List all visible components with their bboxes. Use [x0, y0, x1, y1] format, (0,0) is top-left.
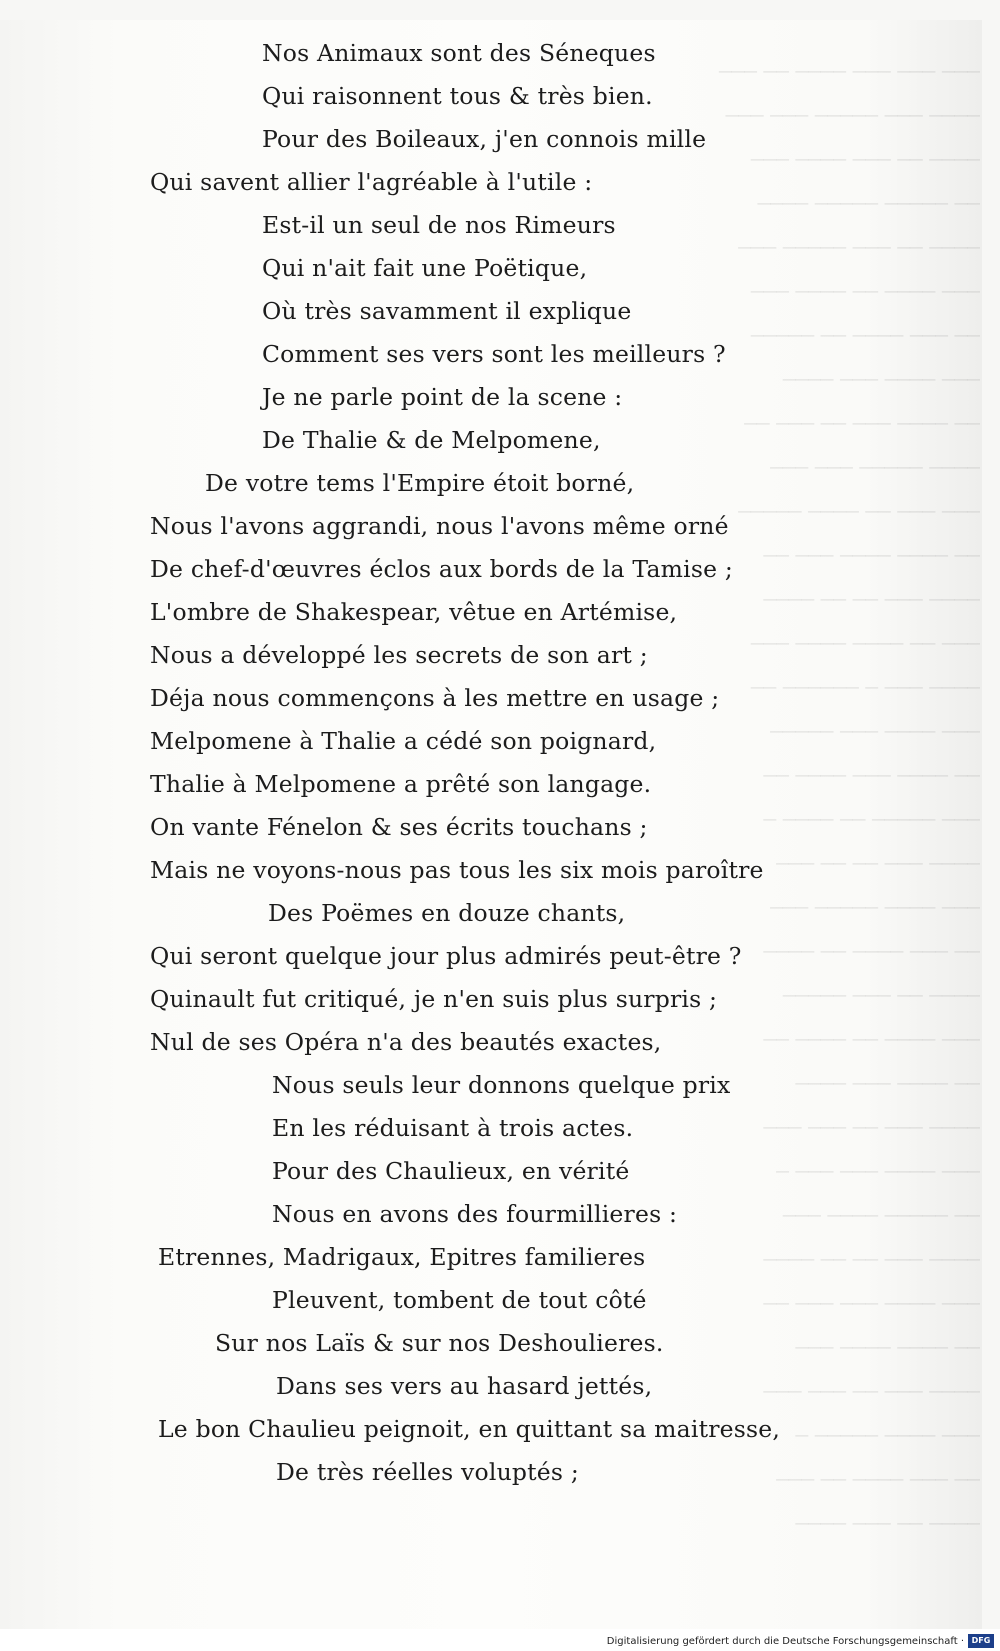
funding-credit: Digitalisierung gefördert durch die Deutsche Forschungsgemeinschaft · [606, 1636, 964, 1647]
poem-line: Melpomene à Thalie a cédé son poignard, [150, 727, 657, 755]
poem-line: De chef-d'œuvres éclos aux bords de la Tamise ; [150, 555, 734, 583]
poem-line: De très réelles voluptés ; [276, 1458, 579, 1486]
poem-line: De Thalie & de Melpomene, [262, 426, 601, 454]
poem-line: Nos Animaux sont des Séneques [262, 39, 656, 67]
poem-line: Déja nous commençons à les mettre en usage ; [150, 684, 720, 712]
poem-line: Le bon Chaulieu peignoit, en quittant sa maitresse, [158, 1415, 781, 1443]
poem-line: Dans ses vers au hasard jettés, [276, 1372, 653, 1400]
poem-line: Nous l'avons aggrandi, nous l'avons même orné [150, 512, 729, 540]
poem-line: Etrennes, Madrigaux, Epitres familieres [158, 1243, 646, 1271]
poem-line: Thalie à Melpomene a prêté son langage. [150, 770, 652, 798]
poem-line: Quinault fut critiqué, je n'en suis plus surpris ; [150, 985, 718, 1013]
poem-line: Sur nos Laïs & sur nos Deshoulieres. [215, 1329, 664, 1357]
poem-line: Mais ne voyons-nous pas tous les six mois paroître [150, 856, 764, 884]
poem-line: On vante Fénelon & ses écrits touchans ; [150, 813, 648, 841]
poem-line: Nul de ses Opéra n'a des beautés exactes, [150, 1028, 662, 1056]
bleed-through-text: ─── ─── ─── ──── ── ─── ──── ─── ───── ─── ─── ──── ── ─── ──── ─── ── ───── ───── ──── ──── ── ─── ───── ─── ─── ──── ── ──── ─── ── ─── ──── ── ───── ─── ──── ─── ──── ── ──── ─── ── ─── ── ──── ───── ─── ─── ─── ─── ── ──── ───── ── ──── ──── ─── ── ──── ─── ── ── ──── ─── ── ──── ──── ─── ──── ─── ─ ────── ── ─── ──── ─── ───── ── ──── ─── ──── ── ─── ───── ── ──── ─ ──── ─── ── ── ─── ─── ──── ───── ─── ── ─── ──── ── ──── ──── ── ─── ───── ─── ──── ── ──── ── ── ──── ─── ──── ──── ─── ── ─── ─── ─── ──── ─── ─── ─ ── ───── ──── ─── ──── ─── ── ── ──── ─── ──── ─── ─── ── ── ──── ──── ─── ──── ─── ── ─── ─── ─── ──── ───── ─ ── ─── ──── ── ─── ──── ── ─── ──── [719, 60, 980, 1536]
poem-line: Nous a développé les secrets de son art ; [150, 641, 648, 669]
poem-line: Des Poëmes en douze chants, [268, 899, 626, 927]
poem-line: Pour des Boileaux, j'en connois mille [262, 125, 707, 153]
poem-line: Pour des Chaulieux, en vérité [272, 1157, 630, 1185]
digitization-footer [0, 1629, 1000, 1651]
poem-line: Comment ses vers sont les meilleurs ? [262, 340, 726, 368]
poem-line: De votre tems l'Empire étoit borné, [205, 469, 635, 497]
poem-line: Qui savent allier l'agréable à l'utile : [150, 168, 593, 196]
poem-line: Nous en avons des fourmillieres : [272, 1200, 678, 1228]
poem-line: Qui seront quelque jour plus admirés peut-être ? [150, 942, 742, 970]
poem-line: Où très savamment il explique [262, 297, 632, 325]
dfg-logo: DFG [968, 1634, 994, 1648]
poem-line: Pleuvent, tombent de tout côté [272, 1286, 647, 1314]
poem-line: En les réduisant à trois actes. [272, 1114, 634, 1142]
poem-line: Qui n'ait fait une Poëtique, [262, 254, 588, 282]
poem-line: L'ombre de Shakespear, vêtue en Artémise, [150, 598, 678, 626]
poem-line: Nous seuls leur donnons quelque prix [272, 1071, 731, 1099]
poem-line: Est-il un seul de nos Rimeurs [262, 211, 616, 239]
poem-line: Qui raisonnent tous & très bien. [262, 82, 653, 110]
poem-line: Je ne parle point de la scene : [262, 383, 623, 411]
